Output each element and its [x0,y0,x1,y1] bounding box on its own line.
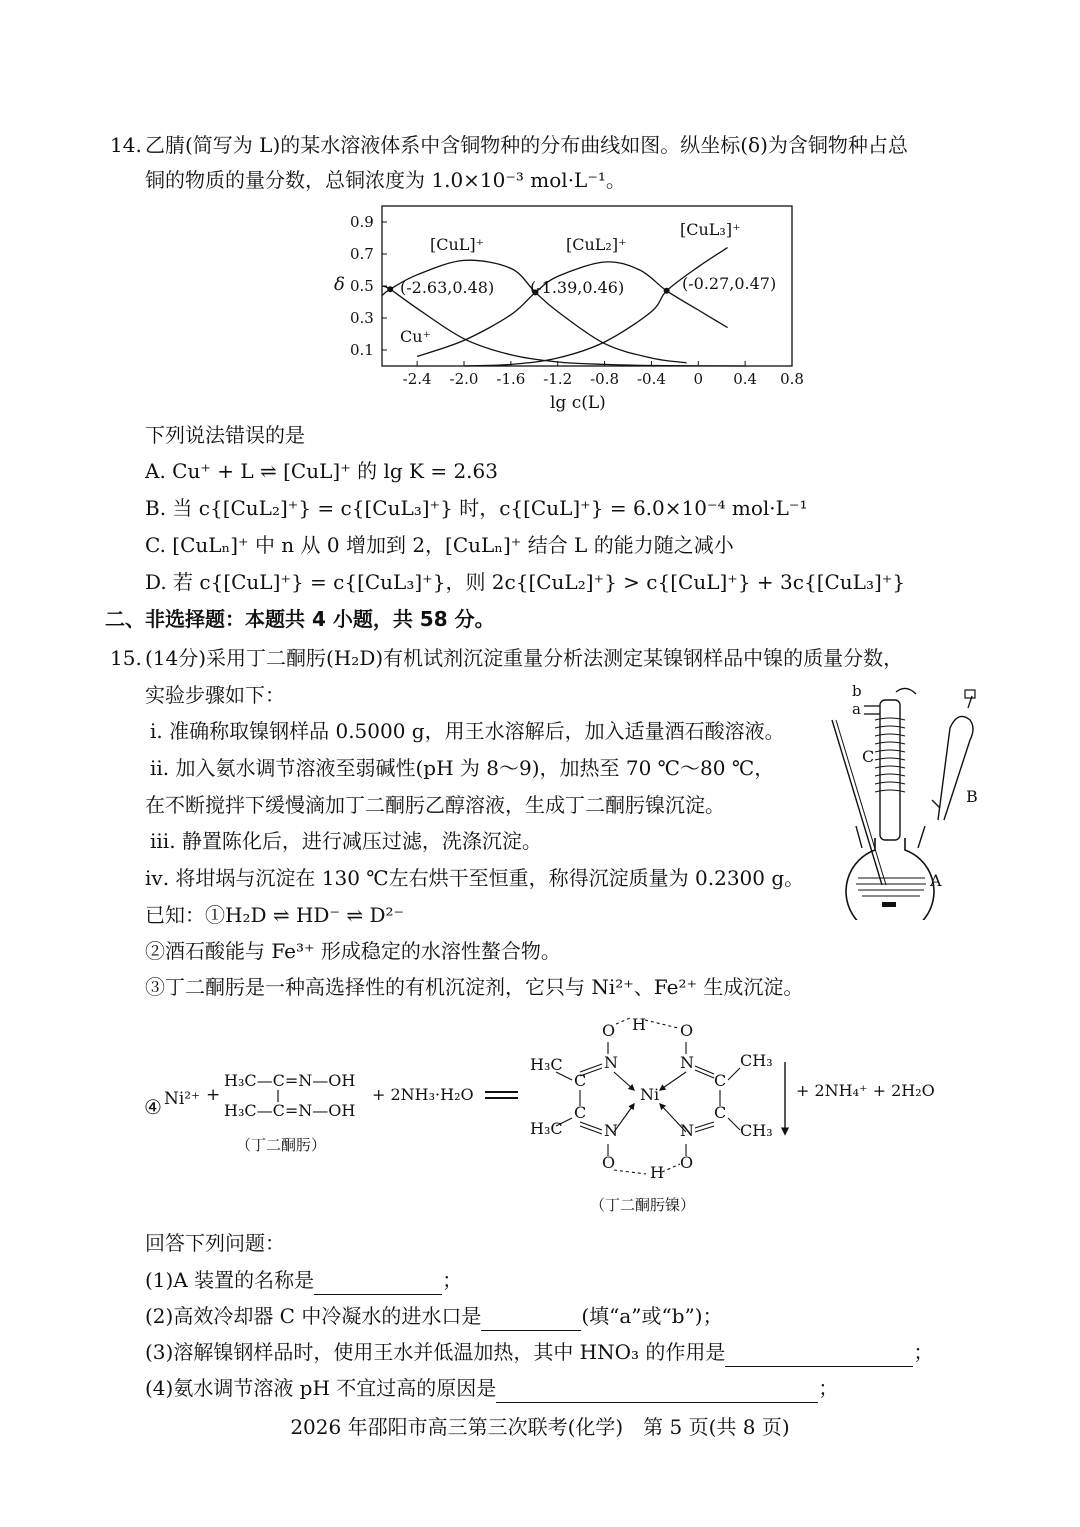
x-tick-label: 0 [693,370,704,388]
q14-option-c: C. [CuLₙ]⁺ 中 n 从 0 增加到 2，[CuLₙ]⁺ 结合 L 的能力随之减小 [145,533,734,557]
reaction-equation [140,1010,960,1220]
x-tick-label: -0.4 [636,370,666,388]
ch3-bottom: CH₃ [740,1121,773,1140]
answer-blank-1[interactable] [314,1272,442,1295]
question-1: (1)A 装置的名称是 [145,1268,315,1292]
ammonia: + 2NH₃·H₂O [372,1085,474,1104]
o-br: O [680,1153,694,1172]
n-bl: N [604,1121,618,1140]
apparatus-diagram [820,680,1020,920]
q14-option-a: A. Cu⁺ + L ⇌ [CuL]⁺ 的 lg K = 2.63 [145,459,498,483]
x-tick-label: -1.2 [543,370,573,388]
y-tick-label: 0.7 [350,245,374,263]
h3c-bottom: H₃C [530,1119,563,1138]
y-axis-label: δ [334,274,345,295]
series-curve-1 [382,260,687,363]
x-tick-label: -1.6 [496,370,526,388]
q15-stem-line1: (14分)采用丁二酮肟(H₂D)有机试剂沉淀重量分析法测定某镍钢样品中镍的质量分数， [145,646,904,670]
y-tick-label: 0.3 [350,309,374,327]
series-curve-2 [417,262,727,357]
q14-number: 14. [110,133,142,157]
ch3-top: CH₃ [740,1051,773,1070]
o-bl: O [602,1153,616,1172]
series-curve-0 [382,286,745,366]
c-bl: C [574,1103,587,1122]
x-tick-label: 0.4 [733,370,758,388]
q14-stem-line1: 乙腈(简写为 L)的某水溶液体系中含铜物种的分布曲线如图。纵坐标(δ)为含铜物种占总 [145,133,908,157]
h-bottom: H [650,1163,664,1182]
section-heading: 二、非选择题：本题共 4 小题，共 58 分。 [105,607,495,631]
question-2-end: (填“a”或“b”)； [581,1304,723,1328]
label-a: a [852,700,861,718]
question-3-end: ； [913,1340,934,1364]
q15-known-3: ③丁二酮肟是一种高选择性的有机沉淀剂，它只与 Ni²⁺、Fe²⁺ 生成沉淀。 [145,975,804,999]
dmg-top: H₃C—C=N—OH [224,1071,356,1090]
reaction-marker: ④ [144,1095,162,1119]
answer-blank-3[interactable] [725,1344,913,1367]
n-tr: N [680,1053,694,1072]
label-C: C [862,747,875,766]
q14-option-b: B. 当 c{[CuL₂]⁺} = c{[CuL₃]⁺} 时，c{[CuL]⁺} = 6.0×10⁻⁴ mol·L⁻¹ [145,496,808,520]
point-label-2: (-1.39,0.46) [530,278,625,297]
h-top: H [632,1015,646,1034]
q15-known-2: ②酒石酸能与 Fe³⁺ 形成稳定的水溶性螯合物。 [145,939,561,963]
question-1-end: ； [442,1268,463,1292]
point-label-3: (-0.27,0.47) [682,274,777,293]
label-B: B [966,787,978,806]
n-tl: N [604,1053,618,1072]
q15-step-2: ⅱ. 加入氨水调节溶液至弱碱性(pH 为 8～9)，加热至 70 ℃～80 ℃， [150,756,775,780]
q15-step-4: ⅳ. 将坩埚与沉淀在 130 ℃左右烘干至恒重，称得沉淀质量为 0.2300 g。 [145,866,805,890]
y-tick-label: 0.5 [350,277,374,295]
answer-blank-2[interactable] [481,1308,581,1331]
ni-center: Ni [640,1085,660,1104]
x-axis-label: lg c(L) [550,393,606,413]
intersection-point-3 [664,288,670,294]
question-3-row [145,1337,933,1367]
answer-intro: 回答下列问题： [145,1231,285,1255]
q15-step-3: ⅲ. 静置陈化后，进行减压过滤，洗涤沉淀。 [150,829,542,853]
page-footer: 2026 年邵阳市高三第三次联考(化学) 第 5 页(共 8 页) [290,1415,790,1439]
label-A: A [930,871,942,890]
q15-step-2-cont: 在不断搅拌下缓慢滴加丁二酮肟乙醇溶液，生成丁二酮肟镍沉淀。 [145,793,725,817]
x-tick-label: -2.4 [402,370,432,388]
q15-known-1: 已知：①H₂D ⇌ HD⁻ ⇌ D²⁻ [145,903,405,927]
question-4-end: ； [818,1376,839,1400]
o-tr: O [680,1021,694,1040]
question-2: (2)高效冷却器 C 中冷凝水的进水口是 [145,1304,482,1328]
question-3: (3)溶解镍钢样品时，使用王水并低温加热，其中 HNO₃ 的作用是 [145,1340,726,1364]
answer-blank-4[interactable] [496,1380,818,1403]
y-tick-label: 0.1 [350,341,374,359]
q14-option-d: D. 若 c{[CuL]⁺} = c{[CuL₃]⁺}，则 2c{[CuL₂]⁺} > c{[CuL]⁺} + 3c{[CuL₃]⁺} [145,570,906,594]
q14-question: 下列说法错误的是 [145,423,305,447]
y-tick-label: 0.9 [350,213,374,231]
q14-stem-line2: 铜的物质的量分数，总铜浓度为 1.0×10⁻³ mol·L⁻¹。 [145,168,626,192]
question-1-row [145,1265,462,1295]
complex-name: （丁二酮肟镍） [590,1196,696,1214]
x-tick-label: 0.8 [780,370,804,388]
c-tl: C [574,1071,587,1090]
reaction-plus: + [206,1085,221,1105]
question-2-row [145,1301,723,1331]
question-4: (4)氨水调节溶液 pH 不宜过高的原因是 [145,1376,497,1400]
ni-ion: Ni²⁺ [164,1089,201,1109]
c-br: C [714,1103,727,1122]
o-tl: O [602,1021,616,1040]
label-b: b [852,682,862,700]
q15-stem-line2: 实验步骤如下： [145,683,285,707]
distribution-chart [320,198,810,418]
series-label-cu: Cu⁺ [400,327,431,346]
n-br: N [680,1121,694,1140]
dmg-name: （丁二酮肟） [236,1136,327,1154]
question-4-row [145,1373,838,1403]
series-label-cul3: [CuL₃]⁺ [680,220,741,239]
point-label-1: (-2.63,0.48) [400,278,495,297]
h3c-top: H₃C [530,1055,563,1074]
x-tick-label: -0.8 [590,370,620,388]
c-tr: C [714,1071,727,1090]
dmg-bottom: H₃C—C=N—OH [224,1101,356,1120]
products: + 2NH₄⁺ + 2H₂O [796,1081,935,1100]
series-label-cul: [CuL]⁺ [430,235,485,254]
x-tick-label: -2.0 [449,370,479,388]
q15-number: 15. [110,646,142,670]
intersection-point-1 [387,286,393,292]
q15-step-1: ⅰ. 准确称取镍钢样品 0.5000 g，用王水溶解后，加入适量酒石酸溶液。 [150,719,785,743]
series-label-cul2: [CuL₂]⁺ [566,235,627,254]
